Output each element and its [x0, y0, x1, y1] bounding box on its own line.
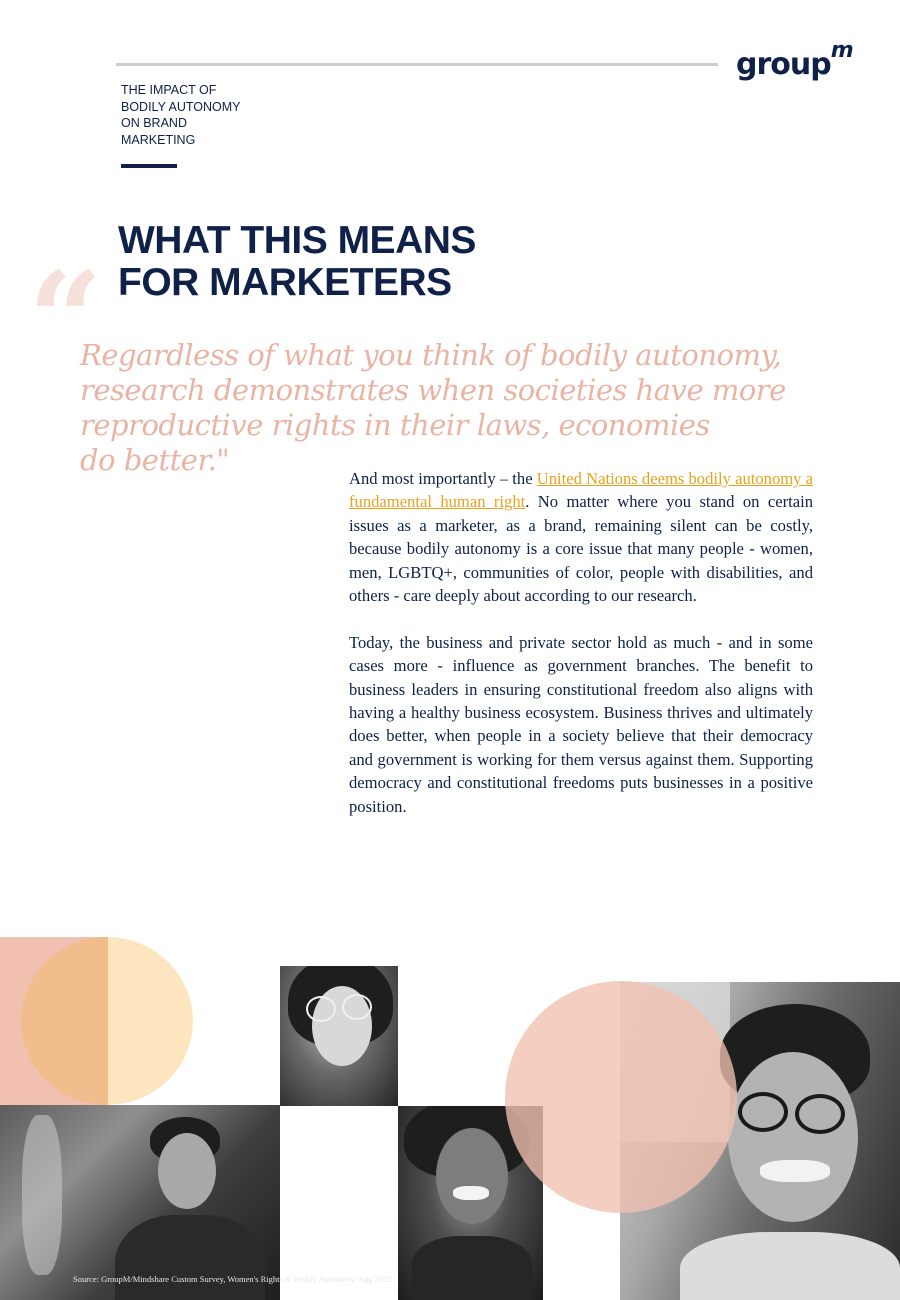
page-title — [118, 220, 476, 304]
doc-label-line: BODILY AUTONOMY — [121, 99, 241, 114]
body-text — [349, 467, 813, 818]
pull-quote-line: reproductive rights in their laws, economies — [80, 408, 710, 442]
photo-glasses-shape — [342, 994, 372, 1020]
pull-quote-line: research demonstrates when societies have more — [80, 373, 786, 407]
groupm-logo — [736, 38, 853, 82]
photo-shirt-shape — [680, 1232, 900, 1300]
photo-smile-shape — [760, 1160, 830, 1182]
un-human-rights-link[interactable]: United Nations deems bodily autonomy a fundamental human right — [349, 469, 813, 512]
logo-mark: m — [830, 38, 853, 63]
doc-label-line: THE IMPACT OF — [121, 83, 217, 97]
body-paragraph-2: Today, the business and private sector hold as much - and in some cases more - influence as government branches. The benefit to business leaders in ensuring constitutional freedom also aligns with having a healthy business ecosystem. Business thrives and ultimately does better, when people in a society believe that their democracy and government is working for them versus against them. Supporting democracy and constitutional freedoms puts businesses in a positive position. — [349, 632, 813, 816]
document-label — [121, 82, 281, 148]
photo-glasses-shape — [738, 1092, 788, 1132]
title-line: FOR MARKETERS — [118, 261, 452, 304]
photo-glasses-shape — [795, 1094, 845, 1134]
p1-after: . No matter where you stand on certain issues as a marketer, as a brand, remaining silent can be costly, because bodily autonomy is a core issue that many people - women, men, LGBTQ+, communities of color, people with disabilities, and others - care deeply about according to our research. — [349, 492, 813, 606]
label-accent-bar — [121, 164, 177, 168]
decorative-pink-circle — [505, 981, 737, 1213]
photo-face-shape — [728, 1052, 858, 1222]
photo-smile-shape — [453, 1186, 489, 1200]
pull-quote-line: do better." — [80, 443, 230, 477]
photo-man-smiling-left — [0, 1105, 280, 1300]
pull-quote — [80, 338, 880, 478]
logo-text: group — [736, 47, 831, 82]
photo-glasses-shape — [306, 996, 336, 1022]
doc-label-line: MARKETING — [121, 132, 196, 147]
photo-jacket-shape — [115, 1215, 265, 1300]
quote-mark-icon: “ — [28, 243, 103, 396]
circle-half-peach — [21, 937, 108, 1105]
header-rule — [116, 63, 718, 66]
photo-face-shape — [436, 1128, 508, 1224]
source-footnote: Source: GroupM/Mindshare Custom Survey, Women's Rights & Bodily Autonomy, Aug 2022. — [73, 1274, 394, 1284]
photo-woman-glasses — [280, 966, 398, 1106]
photo-face-shape — [158, 1133, 216, 1209]
photo-plant-shape — [22, 1115, 62, 1275]
p1-before: And most importantly – the — [349, 469, 537, 488]
pull-quote-line: Regardless of what you think of bodily autonomy, — [80, 338, 782, 372]
doc-label-line: ON BRAND — [121, 116, 187, 130]
body-paragraph-1 — [349, 467, 813, 607]
circle-half-cream — [108, 937, 193, 1105]
title-line: WHAT THIS MEANS — [118, 219, 476, 262]
decorative-split-circle — [21, 937, 193, 1105]
photo-shirt-shape — [412, 1236, 532, 1300]
